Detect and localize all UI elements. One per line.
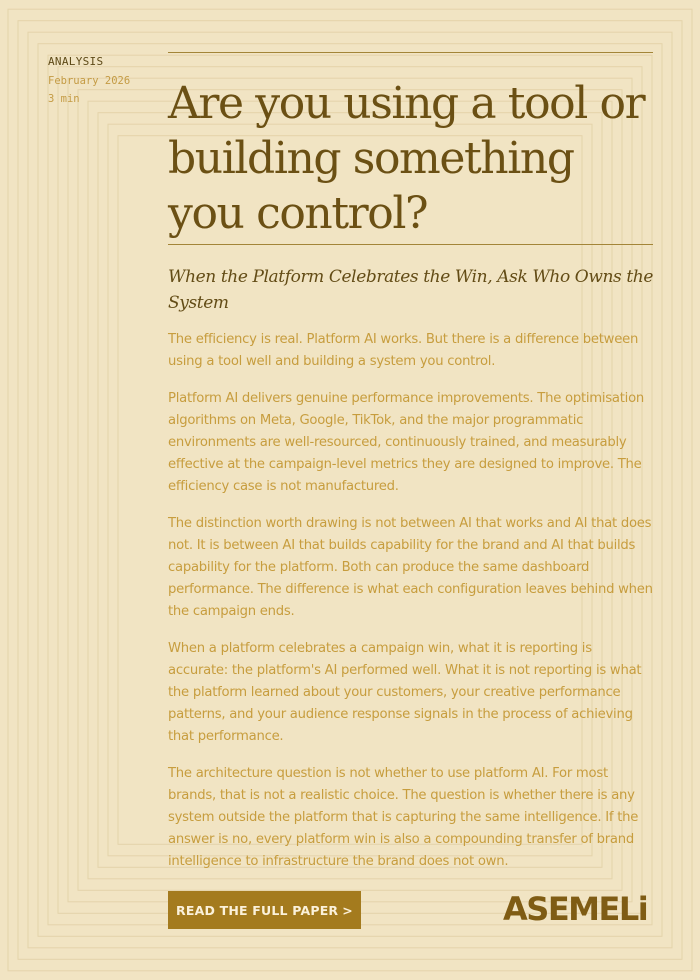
read-time: 3 min xyxy=(48,93,80,105)
title-line: building something xyxy=(168,133,574,184)
body-paragraph: The efficiency is real. Platform AI works. But there is a difference between using a tool well and building a system you control. xyxy=(168,332,639,369)
title-bottom-rule xyxy=(168,244,653,245)
body-paragraph: The architecture question is not whether to use platform AI. For most brands, that is not a realistic choice. The question is whether there is any system outside the platform that is capturing the same intelligence. If the answer is no, every platform win is also a compounding transfer of brand intelligence to infrastructure the brand does not own. xyxy=(168,766,639,869)
article-body xyxy=(168,329,654,888)
cta-label: READ THE FULL PAPER xyxy=(176,902,339,918)
title-line: Are you using a tool or xyxy=(168,78,645,129)
body-paragraph: The distinction worth drawing is not between AI that works and AI that does not. It is between AI that builds capability for the brand and AI that builds capability for the platform. Both can produce the same dashboard performance. The difference is what each configuration leaves behind when the campaign ends. xyxy=(168,516,653,619)
article-subtitle xyxy=(168,264,658,316)
subtitle-line: System xyxy=(168,293,229,313)
title-top-rule xyxy=(168,52,653,53)
subtitle-line: When the Platform Celebrates the Win, Ask Who Owns the xyxy=(168,267,654,287)
body-paragraph: When a platform celebrates a campaign win, what it is reporting is accurate: the platform's AI performed well. What it is not reporting is what the platform learned about your customers, your creative performance patterns, and your audience response signals in the process of achieving that performance. xyxy=(168,641,642,744)
page-title xyxy=(168,76,668,241)
brand-logo: ASEMELi xyxy=(503,890,648,928)
article-meta xyxy=(48,53,130,109)
title-line: you control? xyxy=(168,188,428,239)
body-paragraph: Platform AI delivers genuine performance improvements. The optimisation algorithms on Meta, Google, TikTok, and the major programmatic environments are well-resourced, continuously trained, and measurably effective at the campaign-level metrics they are designed to improve. The efficiency case is not manufactured. xyxy=(168,391,645,494)
publish-date: February 2026 xyxy=(48,74,131,87)
section-label: ANALYSIS xyxy=(48,55,104,68)
read-full-paper-button[interactable] xyxy=(168,891,361,929)
chevron-right-icon: > xyxy=(342,902,353,918)
